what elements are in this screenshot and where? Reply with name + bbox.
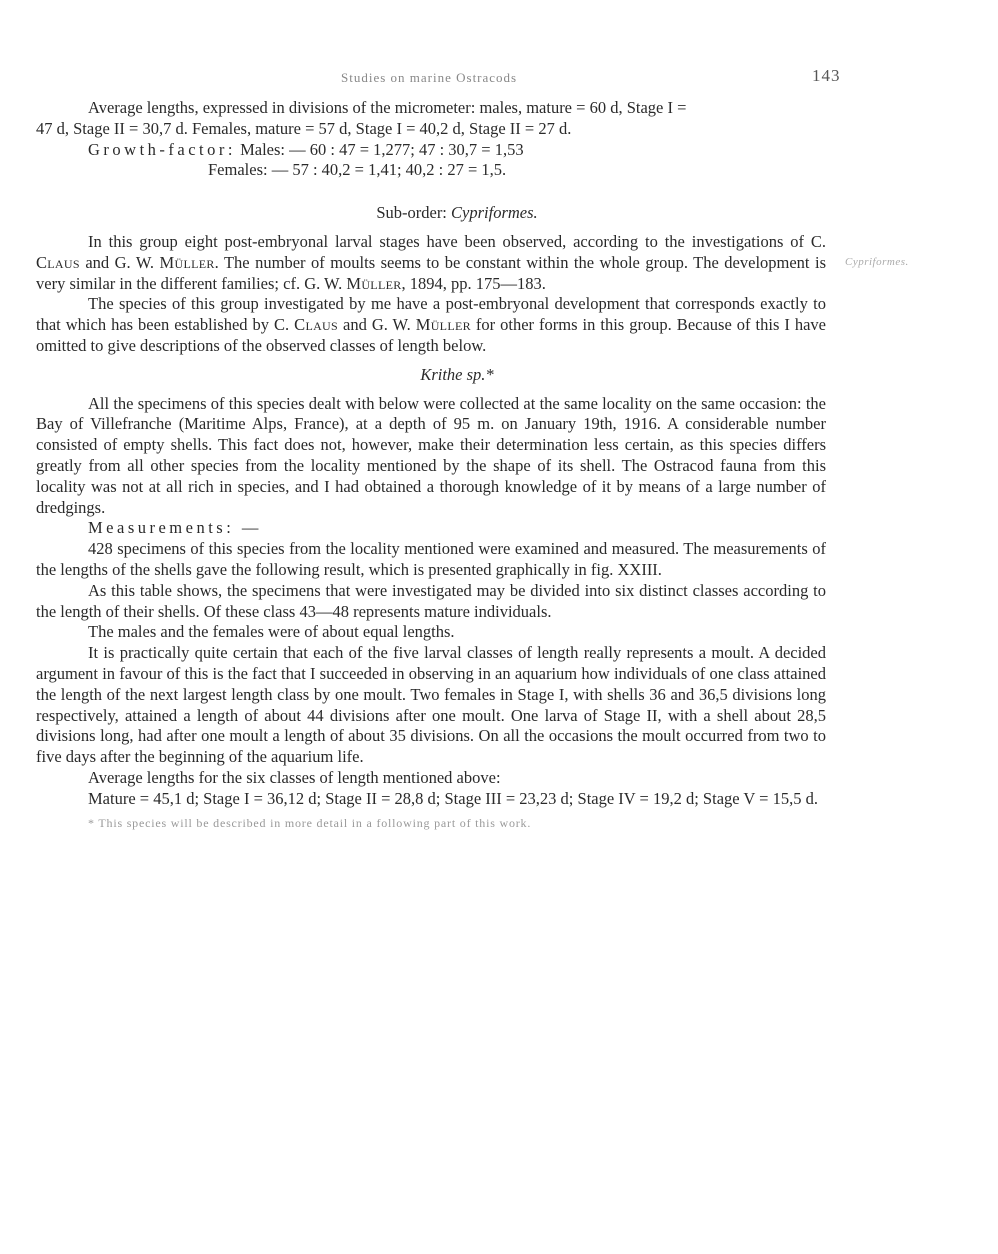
paragraph-7: It is practically quite certain that each of the five larval classes of length really represents a moult. A decided argument in favour of this is the fact that I succeeded in observing in an aquarium how individuals of one class attained the length of the next largest length class by one moult. Two females in Stage I, with shells 36 and 36,5 divisions long respectively, attained a length of about 44 divisions after one moult. One larva of Stage II, with a shell about 28,5 divisions long, had after one moult a length of about 35 divisions. On all the occasions the moult occurred from two to five days after the beginning of the aquarium life. [36,643,826,767]
stats-line-1: Average lengths, expressed in divisions of the micrometer: males, mature = 60 d, Stage I = [88,98,687,117]
author-claus: Claus [36,252,80,272]
paragraph-8: Average lengths for the six classes of length mentioned above: [88,767,501,787]
growth-factor-males [88,140,826,161]
measurements-heading [36,518,826,539]
para1-text-3: . The number of moults seems to be constant within the whole group. The development is very similar in the different families; cf. G. W. [36,252,827,293]
author-claus-2: Claus [294,315,338,335]
para2-text-3: for other forms in this group. Because of this I have omitted to give descriptions of the observed classes of length below. [36,315,827,355]
margin-note: Cypriformes. [845,256,909,268]
paragraph-4: 428 specimens of this species from the locality mentioned were examined and measured. The measurements of the lengths of the shells gave the following result, which is presented graphically in fig. XXIII. [36,539,826,579]
statistics-block [36,98,826,181]
para2-text-2: and G. W. [338,315,416,335]
paragraph-6: The males and the females were of about equal lengths. [88,622,455,642]
suborder-label: Sub-order: [376,203,447,223]
page-body [36,98,826,831]
species-heading: Krithe sp.* [420,364,494,384]
running-title: Studies on marine Ostracods [341,70,518,85]
growth-males-value: Males: — 60 : 47 = 1,277; 47 : 30,7 = 1,53 [240,139,524,159]
running-head [36,64,841,86]
author-muller-3: Müller [415,315,471,335]
paragraph-3: All the specimens of this species dealt with below were collected at the same locality on the same occasion: the Bay of Villefranche (Maritime Alps, France), at a depth of 95 m. on January 19th, 1916. A considerable number consisted of empty shells. This fact does not, however, make their determination less certain, as this species differs greatly from all other species from the locality mentioned by the shape of its shell. The Ostracod fauna from this locality was not at all rich in species, and I had obtained a thorough knowledge of it by means of a large number of dredgings. [36,393,826,517]
paragraph-5: As this table shows, the specimens that were investigated may be divided into six distinct classes according to the length of their shells. Of these class 43—48 represents mature individuals. [36,580,826,621]
growth-factor-label: Growth-factor: [88,139,236,159]
page-number: 143 [812,66,841,85]
para1-text-4: , 1894, pp. 175—183. [401,273,546,293]
paragraph-2 [36,294,826,356]
para1-text-1: In this group eight post-embryonal larval stages have been observed, according to the investigations of C. [88,231,826,251]
para2-text-1: The species of this group investigated by me have a post-embryonal development that corresponds exactly to that which has been established by C. [36,294,826,335]
paragraph-1 [36,232,826,294]
measurements-label: Measurements: — [88,518,262,538]
suborder-name: Cypriformes. [451,203,538,223]
suborder-heading [88,203,826,224]
author-muller-2: Müller [346,273,402,293]
footnote: * This species will be described in more detail in a following part of this work. [88,815,532,830]
author-muller: Müller [159,252,215,272]
paragraph-9: Mature = 45,1 d; Stage I = 36,12 d; Stage II = 28,8 d; Stage III = 23,23 d; Stage IV = 19,2 d; Stage V = 15,5 d. [88,788,818,808]
growth-factor-females: Females: — 57 : 40,2 = 1,41; 40,2 : 27 = 1,5. [208,160,507,180]
stats-line-2: 47 d, Stage II = 30,7 d. Females, mature = 57 d, Stage I = 40,2 d, Stage II = 27 d. [36,118,572,138]
para1-text-2: and G. W. [79,252,160,272]
